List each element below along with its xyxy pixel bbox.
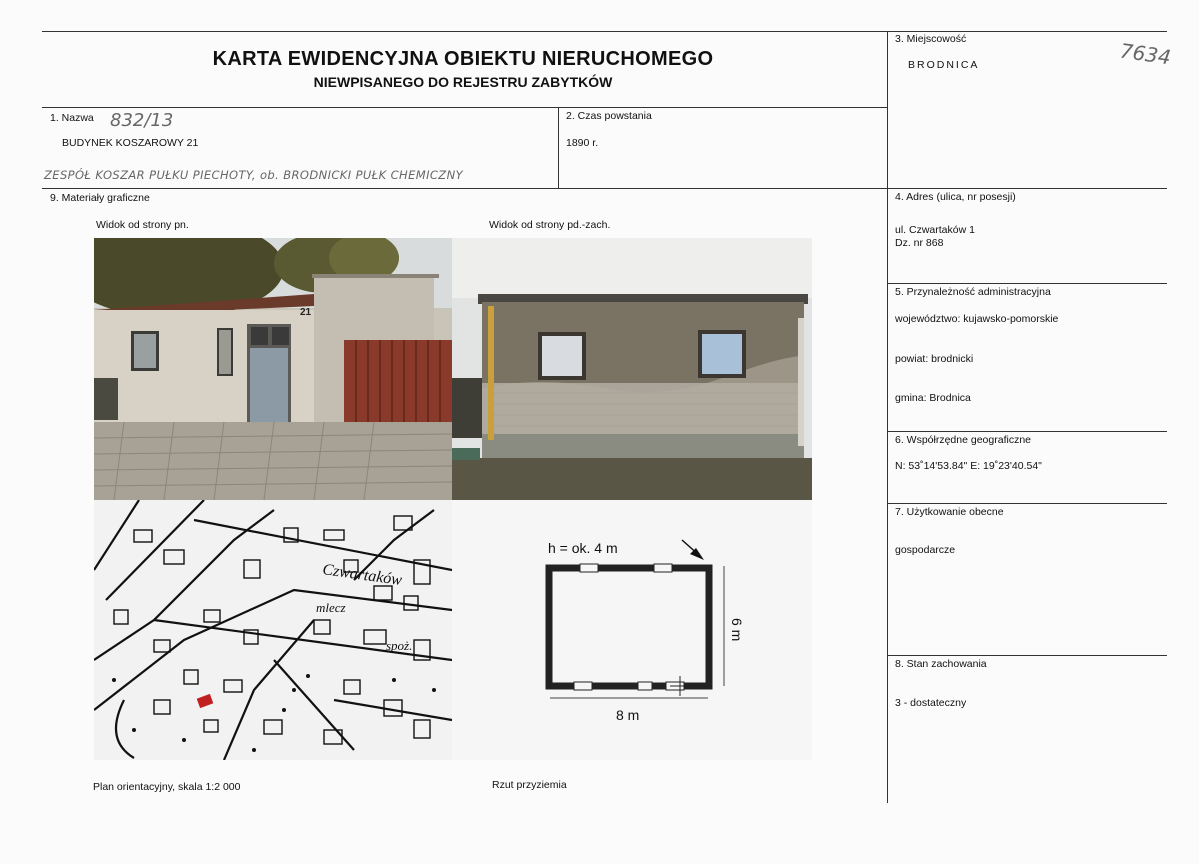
field-admin-county: powiat: brodnicki (895, 353, 974, 365)
field-use-value: gospodarcze (895, 544, 956, 556)
field-locality-label: 3. Miejscowość (895, 33, 967, 45)
field-condition-label: 8. Stan zachowania (895, 658, 987, 670)
field-address-street: ul. Czwartaków 1 (895, 224, 975, 236)
photo-southwest-view (452, 238, 812, 500)
right-rule-5 (887, 283, 1167, 284)
field-coords-value: N: 53˚14'53.84" E: 19˚23'40.54" (895, 460, 1042, 472)
field-address-plot: Dz. nr 868 (895, 237, 944, 249)
field-date-value: 1890 r. (566, 137, 599, 149)
name-date-divider (558, 107, 559, 188)
field-locality-value: BRODNICA (908, 59, 980, 71)
field-graphics-label: 9. Materiały graficzne (50, 192, 150, 204)
caption-view-north: Widok od strony pn. (96, 219, 189, 231)
right-rule-7 (887, 503, 1167, 504)
photo-north-view (94, 238, 452, 500)
section9-top-rule (42, 188, 1167, 189)
field-admin-label: 5. Przynależność administracyjna (895, 286, 1051, 298)
top-border (42, 31, 1167, 32)
map-street-label: Czwartaków (321, 561, 404, 590)
photo-building-number: 21 (300, 307, 312, 318)
map-label-spoz: spoż. (386, 638, 413, 653)
caption-floor-plan: Rzut przyziemia (492, 779, 567, 791)
field-admin-commune: gmina: Brodnica (895, 392, 971, 404)
field-address-label: 4. Adres (ulica, nr posesji) (895, 191, 1016, 203)
floor-depth-label: 6 m (729, 618, 745, 642)
floor-height-label: h = ok. 4 m (548, 540, 618, 556)
location-map (94, 500, 452, 760)
field-condition-value: 3 - dostateczny (895, 697, 967, 709)
floor-plan (452, 500, 812, 760)
right-column-divider (887, 31, 888, 803)
field-name-value: BUDYNEK KOSZAROWY 21 (62, 137, 199, 149)
caption-location-plan: Plan orientacyjny, skala 1:2 000 (93, 781, 241, 793)
page-title: KARTA EWIDENCYJNA OBIEKTU NIERUCHOMEGO (212, 48, 714, 70)
caption-view-southwest: Widok od strony pd.-zach. (489, 219, 611, 231)
title-bottom-rule (42, 107, 887, 108)
floor-width-label: 8 m (616, 707, 640, 723)
map-label-mlecz: mlecz (316, 600, 346, 615)
field-coords-label: 6. Współrzędne geograficzne (895, 434, 1031, 446)
handwritten-complex-note: ZESPÓŁ KOSZAR PUŁKU PIECHOTY, ob. BRODNICKI PUŁK CHEMICZNY (44, 168, 464, 182)
right-rule-8 (887, 655, 1167, 656)
page-subtitle: NIEWPISANEGO DO REJESTRU ZABYTKÓW (313, 74, 613, 90)
field-use-label: 7. Użytkowanie obecne (895, 506, 1004, 518)
card-number: 7634 (1118, 38, 1173, 70)
field-admin-voivodeship: województwo: kujawsko-pomorskie (895, 313, 1059, 325)
right-rule-6 (887, 431, 1167, 432)
field-date-label: 2. Czas powstania (566, 110, 652, 122)
field-name-label: 1. Nazwa (50, 112, 94, 124)
inventory-note: 832/13 (110, 110, 174, 131)
